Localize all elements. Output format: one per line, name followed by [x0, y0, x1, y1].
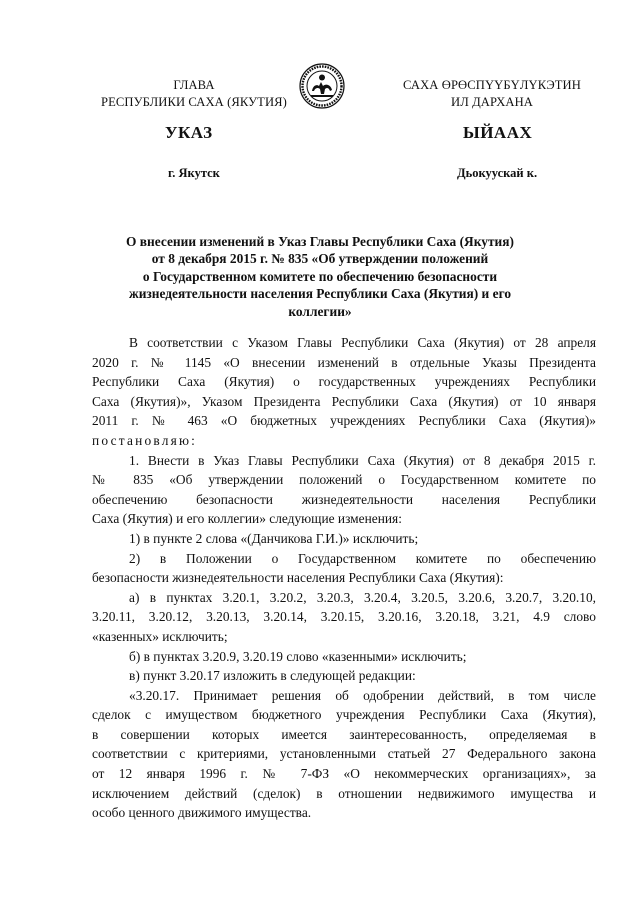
header-right-line: ИЛ ДАРХАНА — [451, 95, 533, 109]
header-left-line: РЕСПУБЛИКИ САХА (ЯКУТИЯ) — [101, 95, 287, 109]
body-line: исключением действий (сделок) в отношении недвижимого имущества и — [92, 785, 596, 801]
title-line: О внесении изменений в Указ Главы Республики Саха (Якутия) — [126, 234, 514, 249]
body-line: «3.20.17. Принимает решения об одобрении действий, в том числе — [129, 687, 596, 703]
body-line: постановляю: — [92, 432, 198, 448]
title-line: о Государственном комитете по обеспечению безопасности — [142, 268, 498, 284]
header-left-line: ГЛАВА — [173, 78, 215, 92]
body-line: а) в пунктах 3.20.1, 3.20.2, 3.20.3, 3.20.4, 3.20.5, 3.20.6, 3.20.7, 3.20.10, — [129, 589, 596, 605]
header-right-line: САХА ӨРӨСПҮҮБҮЛҮКЭТИН — [403, 78, 581, 92]
body-line: 3.20.11, 3.20.12, 3.20.13, 3.20.14, 3.20.15, 3.20.16, 3.20.18, 3.21, 4.9 слово — [92, 609, 596, 625]
body-line: обеспечению безопасности жизнедеятельности населения Республики — [92, 491, 596, 507]
city-yakut: Дьокуускай к. — [457, 166, 538, 180]
coat-of-arms-icon — [299, 63, 345, 109]
title-line: от 8 декабря 2015 г. № 835 «Об утверждении положений — [151, 251, 489, 267]
body-line: Саха (Якутия)», Указом Президента Республики Саха (Якутия) от 10 января — [92, 393, 596, 409]
body-line: В соответствии с Указом Главы Республики Саха (Якутия) от 28 апреля — [129, 335, 596, 350]
city-russian: г. Якутск — [168, 166, 220, 180]
title-line: коллегии» — [288, 303, 352, 319]
header-right-block — [367, 77, 617, 111]
decree-word-russian: УКАЗ — [165, 123, 213, 142]
body-line: «казенных» исключить; — [92, 628, 228, 644]
title-line: жизнедеятельности населения Республики Саха (Якутия) и его — [128, 286, 512, 302]
body-line: 1. Внести в Указ Главы Республики Саха (Якутия) от 8 декабря 2015 г. — [129, 452, 596, 468]
body-line: 2020 г. № 1145 «О внесении изменений в отдельные Указы Президента — [92, 354, 596, 370]
body-line: в) пункт 3.20.17 изложить в следующей редакции: — [129, 668, 416, 684]
body-line: безопасности жизнедеятельности населения Республики Саха (Якутия): — [92, 570, 504, 586]
body-line: особо ценного движимого имущества. — [92, 805, 312, 821]
body-line: 1) в пункте 2 слова «(Данчикова Г.И.)» исключить; — [129, 530, 419, 546]
body-line: 2011 г. № 463 «О бюджетных учреждениях Республики Саха (Якутия)» — [92, 413, 596, 429]
body-line: Республики Саха (Якутия) о государственных учреждениях Республики — [92, 374, 596, 390]
body-line: б) в пунктах 3.20.9, 3.20.19 слово «казенными» исключить; — [129, 648, 467, 664]
body-line: от 12 января 1996 г. № 7-ФЗ «О некоммерческих организациях», за — [92, 766, 596, 782]
decree-title — [100, 233, 540, 320]
decree-body — [92, 333, 596, 823]
body-line: № 835 «Об утверждении положений о Государственном комитете по — [92, 472, 596, 488]
header-left-block — [74, 77, 314, 111]
body-line: в совершении которых имеется заинтересованность, определяемая в — [92, 726, 596, 742]
body-line: соответствии с критериями, установленными статьей 27 Федерального закона — [92, 746, 596, 762]
body-line: сделок с имуществом бюджетного учреждения Республики Саха (Якутия), — [92, 707, 596, 723]
body-line: 2) в Положении о Государственном комитете по обеспечению — [129, 550, 596, 566]
decree-word-yakut: ЫЙААХ — [463, 123, 533, 142]
body-line: Саха (Якутия) и его коллегии» следующие изменения: — [92, 511, 402, 527]
